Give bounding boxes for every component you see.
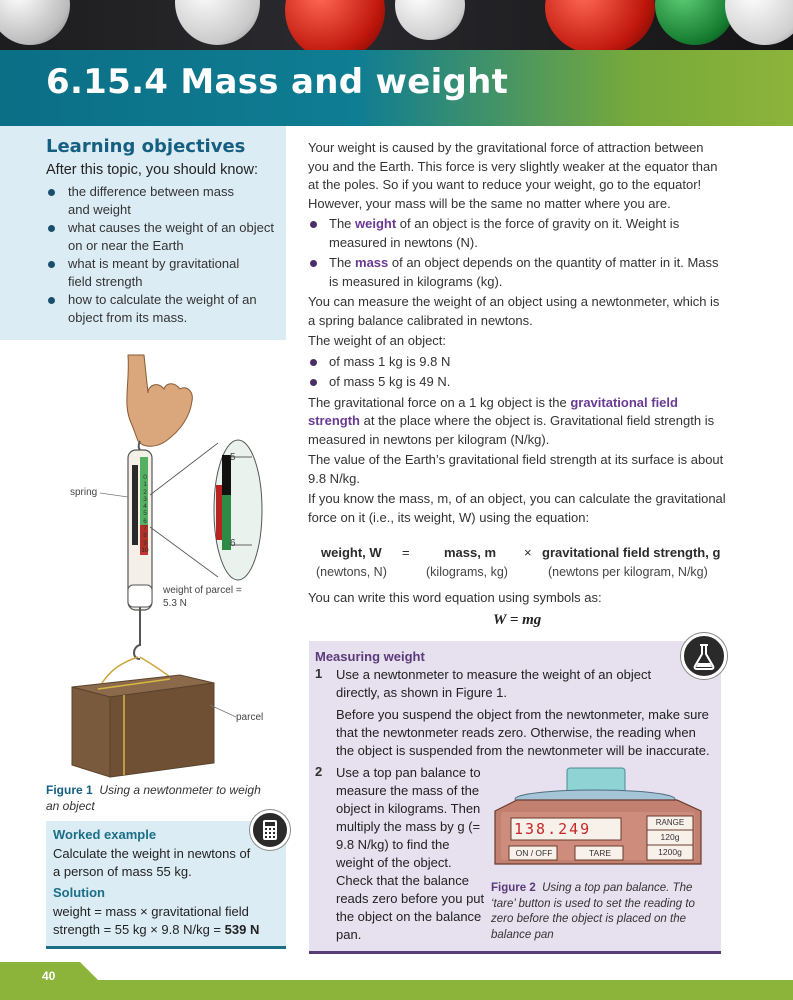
- paragraph: The gravitational force on a 1 kg object is the gravitational field strength at the place where the object is. Gravitational field strength is measured in newtons per kilogram (N/kg).: [308, 394, 715, 447]
- footer-bar: [0, 962, 793, 1000]
- on-off-label: ON / OFF: [515, 848, 553, 858]
- eq-equals: =: [402, 545, 410, 560]
- eq-weight: weight, W: [321, 545, 382, 560]
- paragraph: Your weight is caused by the gravitational force of attraction between you and the Earth. This force is very slightly weaker at the equator than at the poles. So if you want to reduce your weight, go to the equator! However, your mass will be the same no matter where you are.: [308, 140, 718, 211]
- parcel-label: parcel: [236, 712, 264, 723]
- red-ball: [545, 0, 655, 50]
- spring-label: spring: [70, 487, 98, 498]
- calculator-icon: [250, 810, 290, 850]
- scale-label-6: 6: [230, 538, 236, 549]
- symbols-intro: You can write this word equation using symbols as:: [308, 590, 602, 605]
- weight-label: weight of parcel = 5.3 N: [163, 585, 242, 609]
- flask-icon: [681, 633, 727, 679]
- range-120g: 120g: [660, 832, 680, 842]
- eq-mass-unit: (kilograms, kg): [426, 565, 508, 579]
- parcel-side: [110, 683, 214, 777]
- worked-example-box: [46, 821, 286, 949]
- green-ball: [655, 0, 735, 45]
- solution-heading: Solution: [53, 885, 105, 900]
- step-number: 1: [315, 666, 323, 681]
- page-title: 6.15.4 Mass and weight: [46, 62, 509, 102]
- step2-text: Use a top pan balance to measure the mass of the object in kilograms. Then multiply the mass by g (= 9.8 N/kg) to find the weight of the object. Check that the balance reads zero before you put the object on the balance pan.: [336, 765, 485, 942]
- bullet-weight: The weight of an object is the force of gravity on it. Weight is measured in newtons (N).: [308, 215, 728, 252]
- list-item: the difference between mass and weight: [46, 183, 236, 219]
- bottom-hook: [134, 607, 140, 659]
- figure1-caption: Figure 1 Using a newtonmeter to weigh an object: [46, 783, 261, 813]
- eq-weight-unit: (newtons, N): [316, 565, 387, 579]
- parcel-front: [72, 687, 110, 777]
- page-number: 40: [42, 969, 56, 983]
- list-item: what is meant by gravitational field strength: [46, 255, 251, 291]
- white-ball: [725, 0, 793, 45]
- red-ball: [285, 0, 385, 50]
- paragraph: You can measure the weight of an object using a newtonmeter, which is a spring balance calibrated in newtons.: [308, 294, 720, 328]
- header-photo: [0, 0, 793, 50]
- bullet-5kg: of mass 5 kg is 49 N.: [308, 373, 728, 392]
- eq-gfs-unit: (newtons per kilogram, N/kg): [548, 565, 708, 579]
- spring-window: [132, 465, 138, 545]
- learning-objectives-box: [0, 126, 286, 340]
- title-bar: [0, 50, 793, 126]
- list-item: how to calculate the weight of an object from its mass.: [46, 291, 282, 327]
- hand-illustration: [127, 355, 192, 446]
- step1-detail: Before you suspend the object from the newtonmeter, make sure that the newtonmeter reads zero. Otherwise, the reading when the object is suspended from the newtonmeter will be inaccurate.: [336, 707, 710, 758]
- white-ball: [175, 0, 260, 45]
- range-1200g: 1200g: [658, 847, 682, 857]
- white-ball: [0, 0, 70, 45]
- objectives-list: [46, 183, 282, 327]
- magnifier-lines: [150, 443, 218, 577]
- step1-text: Use a newtonmeter to measure the weight of an object directly, as shown in Figure 1.: [336, 667, 652, 700]
- white-ball: [395, 0, 465, 40]
- bullet-1kg: of mass 1 kg is 9.8 N: [308, 353, 728, 372]
- worked-example-question: Calculate the weight in newtons of a person of mass 55 kg.: [53, 846, 251, 879]
- eq-mass: mass, m: [444, 545, 497, 560]
- bullet-mass: The mass of an object depends on the quantity of matter in it. Mass is measured in kilograms (kg).: [308, 254, 728, 291]
- main-text: [308, 139, 728, 529]
- scale-label-5: 5: [230, 452, 236, 463]
- eq-gfs: gravitational field strength, g: [542, 545, 721, 560]
- scale-ticks: 0 1 2 3 4 5 6 7 8 9 10: [141, 474, 149, 554]
- worked-example-heading: Worked example: [53, 827, 157, 842]
- learning-objectives-heading: Learning objectives: [46, 136, 246, 157]
- range-label: RANGE: [655, 818, 685, 827]
- measuring-weight-heading: Measuring weight: [315, 649, 425, 664]
- list-item: what causes the weight of an object on or near the Earth: [46, 219, 282, 255]
- tare-label: TARE: [588, 848, 612, 858]
- step-number: 2: [315, 764, 323, 779]
- figure2-caption: Figure 2 Using a top pan balance. The ‘tare’ button is used to set the reading to zero before the object is placed on the balance pan: [491, 882, 695, 941]
- solution-text: weight = mass × gravitational field strength = 55 kg × 9.8 N/kg = 539 N: [53, 904, 260, 937]
- paragraph: The weight of an object:: [308, 333, 447, 348]
- measuring-weight-box: [309, 641, 721, 954]
- paragraph: If you know the mass, m, of an object, you can calculate the gravitational force on it (i.e., its weight, W) using the equation:: [308, 491, 726, 525]
- balance-display-reading: 138.249: [514, 820, 592, 838]
- symbol-equation: W = mg: [493, 612, 542, 628]
- paragraph: The value of the Earth’s gravitational field strength at its surface is about 9.8 N/kg.: [308, 452, 724, 486]
- eq-times: ×: [524, 545, 532, 560]
- learning-objectives-subheading: After this topic, you should know:: [46, 162, 258, 178]
